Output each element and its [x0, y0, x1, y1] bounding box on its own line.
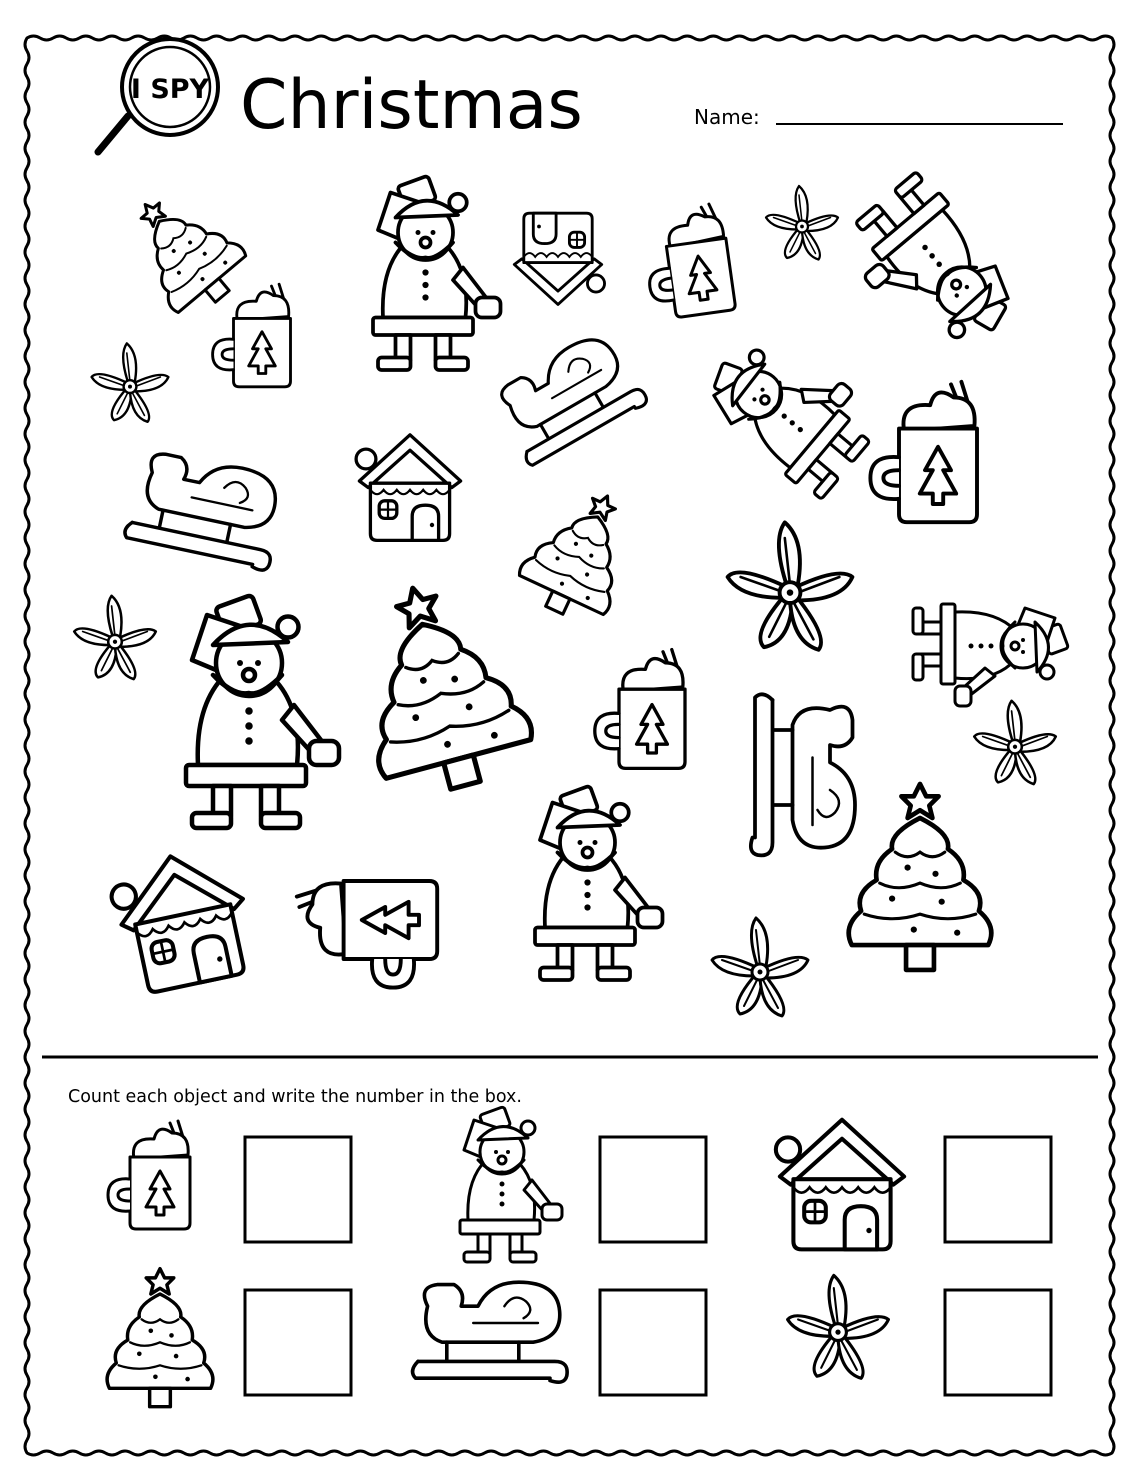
count-box-santa[interactable]	[600, 1137, 706, 1242]
christmas-tree-icon	[110, 175, 258, 326]
count-box-hot-cocoa-mug[interactable]	[245, 1137, 351, 1242]
poinsettia-icon	[728, 522, 853, 649]
count-row-2	[107, 1269, 1051, 1407]
santa-icon	[694, 316, 888, 503]
count-icon-poinsettia	[788, 1275, 889, 1378]
badge-text: I SPY	[130, 74, 210, 105]
hot-cocoa-mug-icon	[297, 881, 437, 988]
i-spy-badge	[98, 39, 218, 152]
santa-icon	[186, 595, 339, 828]
hot-cocoa-mug-icon	[213, 284, 291, 387]
hot-cocoa-mug-icon	[870, 382, 977, 522]
i-spy-scene	[74, 169, 1068, 1016]
santa-icon	[833, 169, 1029, 372]
hot-cocoa-mug-icon	[595, 650, 685, 769]
instructions-text: Count each object and write the number in the box.	[68, 1087, 522, 1107]
poinsettia-icon	[766, 186, 838, 260]
count-icon-gingerbread-house	[776, 1120, 904, 1250]
santa-icon	[535, 786, 663, 980]
gingerbread-house-icon	[356, 435, 461, 541]
santa-icon	[913, 604, 1069, 706]
christmas-tree-icon	[849, 784, 992, 970]
count-box-christmas-tree[interactable]	[245, 1290, 351, 1395]
count-icon-hot-cocoa-mug	[108, 1121, 190, 1229]
poinsettia-icon	[974, 701, 1056, 784]
sleigh-icon	[488, 326, 649, 469]
count-icon-christmas-tree	[107, 1269, 213, 1407]
count-box-poinsettia[interactable]	[945, 1290, 1051, 1395]
poinsettia-icon	[712, 918, 808, 1016]
name-label: Name:	[694, 105, 760, 129]
christmas-tree-icon	[510, 476, 651, 631]
hot-cocoa-mug-icon	[640, 202, 736, 320]
count-icon-santa	[460, 1106, 562, 1262]
count-box-gingerbread-house[interactable]	[945, 1137, 1051, 1242]
gingerbread-house-icon	[514, 213, 604, 304]
poinsettia-icon	[74, 596, 156, 679]
page-title: Christmas	[240, 66, 583, 145]
santa-icon	[373, 176, 501, 370]
sleigh-icon	[123, 447, 288, 572]
count-row-1	[108, 1106, 1051, 1262]
sleigh-icon	[751, 694, 855, 855]
count-icon-sleigh	[413, 1282, 568, 1382]
count-box-sleigh[interactable]	[600, 1290, 706, 1395]
christmas-tree-icon	[337, 568, 541, 806]
gingerbread-house-icon	[106, 843, 258, 996]
poinsettia-icon	[92, 343, 169, 421]
